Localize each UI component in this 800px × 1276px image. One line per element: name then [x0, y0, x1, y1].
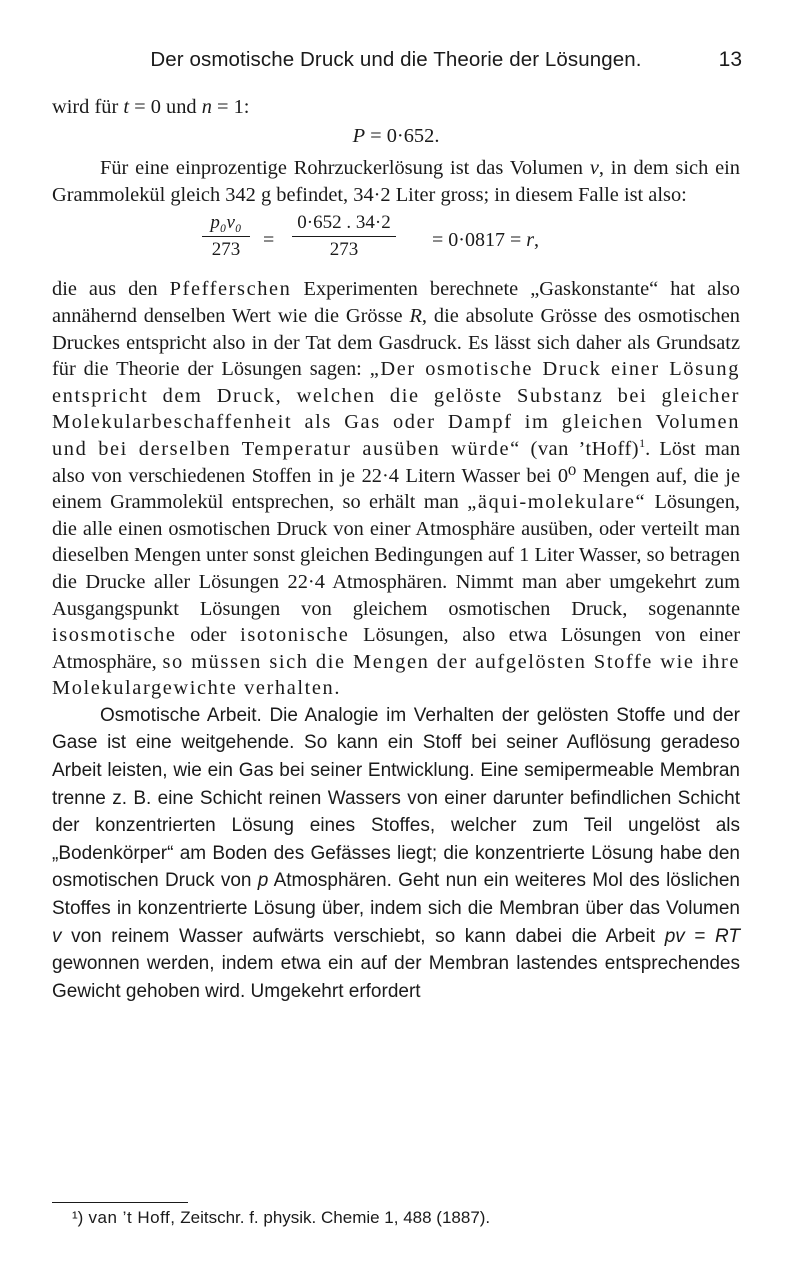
text-block	[52, 94, 740, 1005]
equation-p: P = 0·652.	[352, 124, 440, 147]
running-header	[96, 44, 742, 74]
footnote-rule	[52, 1202, 188, 1203]
paragraph-1: Für eine einprozentige Rohrzuckerlösung ist das Volumen v, in dem sich ein Grammolekül gleich 342 g befindet, 34·2 Liter gross; in diesem Falle ist also:	[52, 157, 740, 206]
page-number: 13	[718, 48, 742, 71]
fraction-left: p₀v₀ 273	[202, 212, 250, 261]
gas-constant-formula	[52, 212, 740, 272]
formula-result: = 0·0817 = r,	[432, 229, 540, 252]
equals-sign: =	[263, 229, 275, 252]
paragraph-3: Osmotische Arbeit. Die Analogie im Verhalten der gelösten Stoffe und der Gase ist eine weitgehende. So kann ein Stoff bei seiner Auflösung geradeso Arbeit leisten, wie ein Gas bei seiner Entwicklung. Eine semipermeable Membran trenne z. B. eine Schicht reinen Wassers von einer darunter befindlichen Schicht der konzentrierten Lösung eines Stoffes, welcher zum Teil ungelöst als „Bodenkörper“ am Boden des Gefässes liegt; die konzentrierte Lösung habe den osmotischen Druck von p Atmosphären. Geht nun ein weiteres Mol des löslichen Stoffes in konzentrierte Lösung über, indem sich die Membran über das Volumen v von reinem Wasser aufwärts verschiebt, so kann dabei die Arbeit pv = RT gewonnen werden, indem etwa ein auf der Membran lastendes entsprechendes Gewicht gehoben wird. Umgekehrt erfordert	[52, 704, 741, 1002]
footnote: ¹) van ’t Hoff, Zeitschr. f. physik. Chemie 1, 488 (1887).	[72, 1208, 491, 1227]
intro-line: wird für t = 0 und n = 1:	[52, 96, 250, 118]
fraction-right: 0·652 . 34·2 273	[292, 212, 396, 261]
running-title: Der osmotische Druck und die Theorie der Lösungen.	[150, 48, 642, 71]
paragraph-2: die aus den Pfefferschen Experimenten berechnete „Gaskonstante“ hat also annähernd denselben Wert wie die Grösse R, die absolute Grösse des osmotischen Druckes entspricht also in der Tat dem Gasdruck. Es lässt sich daher als Grundsatz für die Theorie der Lösungen sagen: „Der osmotische Druck einer Lösung entspricht dem Druck, welchen die gelöste Substanz bei gleicher Molekularbeschaffenheit als Gas oder Dampf im gleichen Volumen und bei derselben Temperatur ausüben würde“ (van ’tHoff)$^1$. Löst man also von verschiedenen Stoffen in je 22·4 Litern Wasser bei 0⁰ Mengen auf, die je einem Grammolekül entsprechen, so erhält man „äqui-molekulare“ Lösungen, die alle einen osmotischen Druck von einer Atmosphäre ausüben, oder verteilt man dieselben Mengen unter sonst gleichen Bedingungen auf 1 Liter Wasser, so betragen die Drucke aller Lösungen 22·4 Atmosphären. Nimmt man aber umgekehrt zum Ausgangspunkt Lösungen von gleichem osmotischen Druck, sogenannte isosmotische oder isotonische Lösungen, also etwa Lösungen von einer Atmosphäre, so müssen sich die Mengen der aufgelösten Stoffe wie ihre Molekulargewichte verhalten.	[52, 278, 741, 700]
section-heading: Osmotische Arbeit.	[100, 704, 262, 726]
